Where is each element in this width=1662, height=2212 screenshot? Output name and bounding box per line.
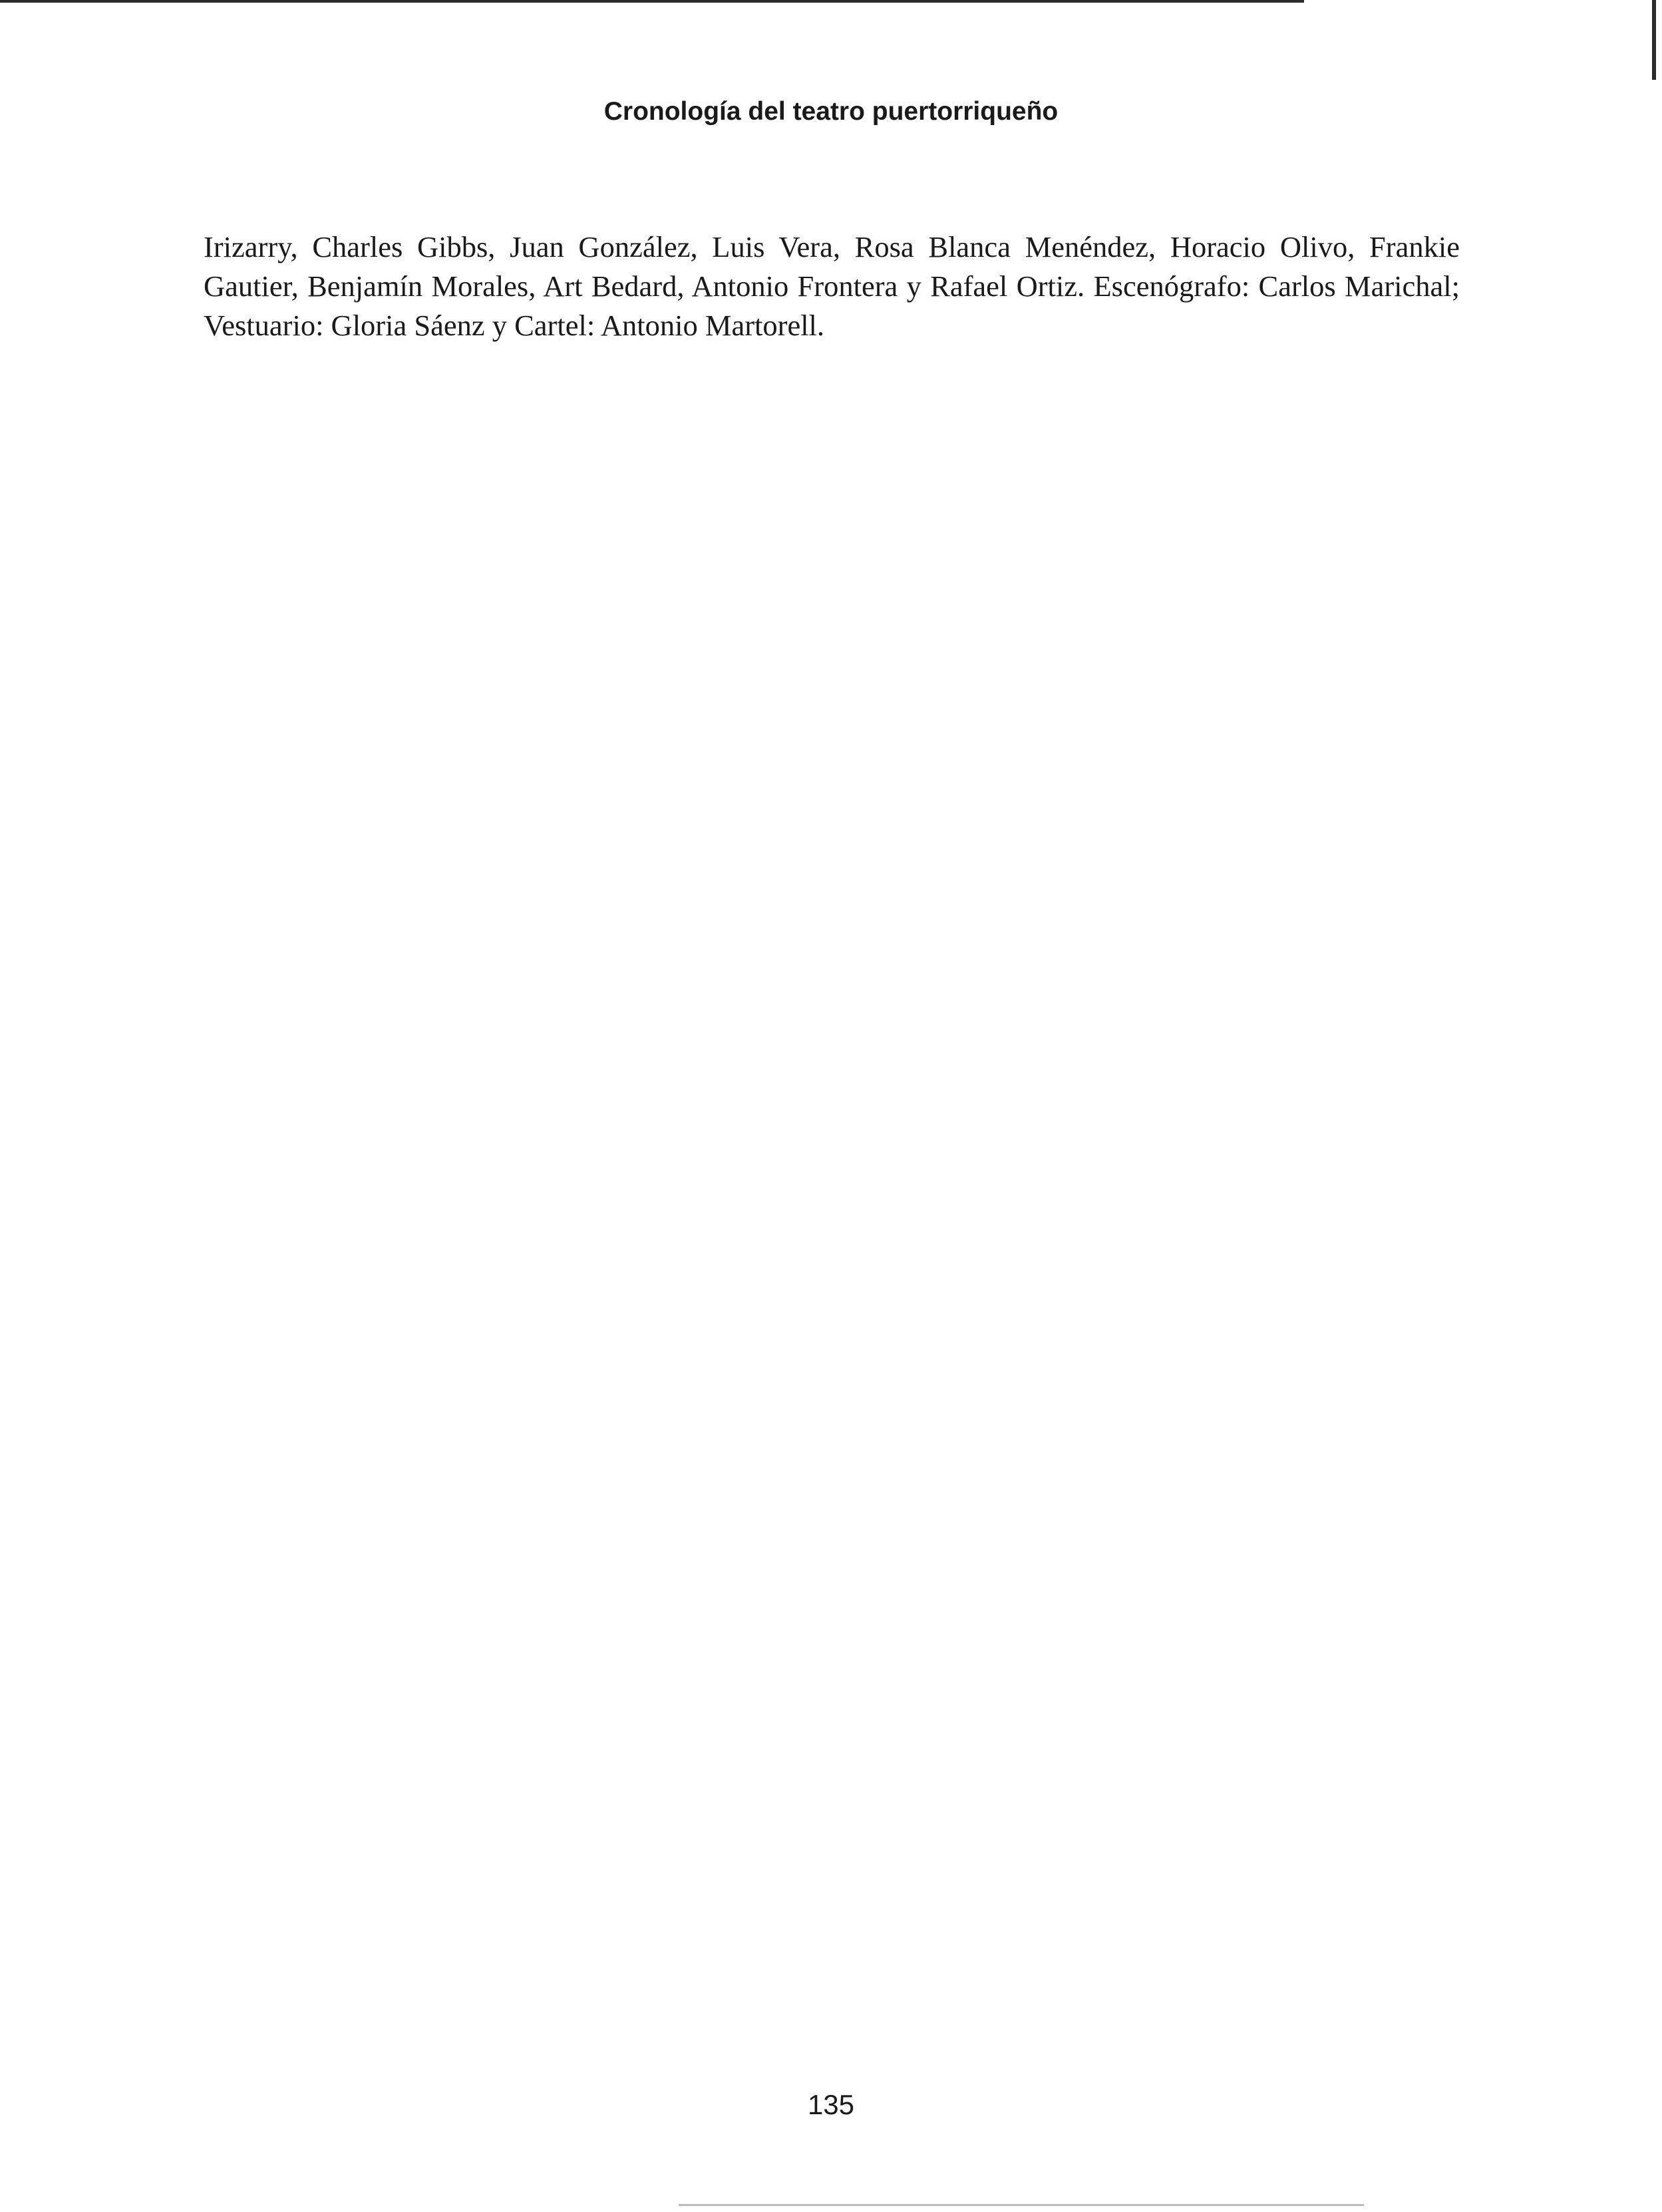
- scan-edge-right: [1652, 0, 1656, 80]
- entry-text: Irizarry, Charles Gibbs, Juan González, Luis Vera, Rosa Blanca Menéndez, Horacio Olivo, Frankie Gautier, Benjamín Morales, Art Bedard, Antonio Frontera y Rafael Ortiz. Escenógrafo: Carlos Marichal; Vestuario: Gloria Sáenz y Cartel: Antonio Martorell.: [204, 230, 1460, 342]
- scan-edge-top: [0, 0, 1304, 3]
- scan-edge-bottom: [679, 2204, 1364, 2206]
- running-header: Cronología del teatro puertorriqueño: [603, 97, 1059, 126]
- chronology-entries: [204, 228, 1460, 357]
- page-number: 135: [807, 2089, 855, 2120]
- chronology-entry: [204, 228, 1460, 345]
